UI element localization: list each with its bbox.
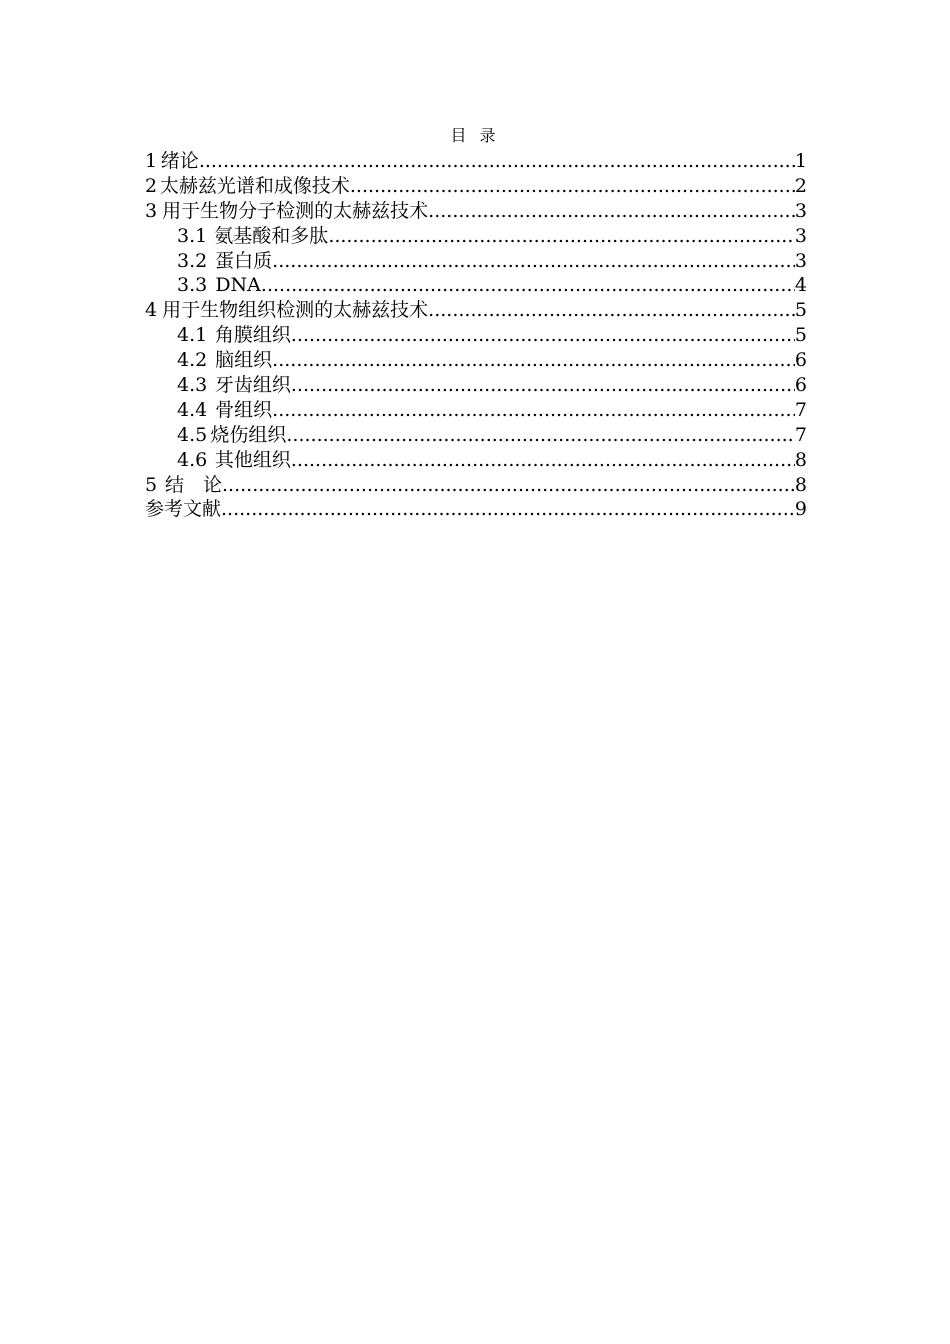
toc-entry-number: 3	[145, 199, 158, 222]
toc-entry-label: DNA	[215, 274, 261, 297]
toc-entry-page: 3	[794, 199, 807, 222]
toc-entry-1[interactable]	[145, 149, 807, 174]
toc-entry-page: 5	[794, 324, 807, 347]
toc-entry-4-6[interactable]	[145, 448, 807, 473]
toc-entry-label: 其他组织	[214, 448, 291, 471]
toc-entry-number: 4.6	[177, 448, 208, 471]
toc-entry-3-1[interactable]	[145, 224, 807, 249]
toc-entry-4-4[interactable]	[145, 398, 807, 423]
toc-entry-4-5[interactable]	[145, 423, 807, 448]
toc-entry-number: 5	[145, 473, 158, 496]
toc-entry-page: 1	[794, 150, 807, 172]
toc-entry-4[interactable]	[145, 298, 807, 323]
toc-entry-label: 绪论	[160, 150, 199, 172]
toc-entry-page: 5	[794, 299, 807, 322]
toc-dot-leader	[286, 423, 795, 448]
toc-entry-4-3[interactable]	[145, 373, 807, 398]
toc-entry-references[interactable]	[145, 497, 807, 522]
toc-entry-label: 蛋白质	[215, 249, 273, 272]
toc-title: 目 录	[450, 126, 500, 145]
toc-dot-leader	[428, 199, 795, 224]
toc-entry-page: 8	[794, 448, 807, 471]
toc-entry-label: 结 论	[165, 473, 223, 496]
toc-dot-leader	[291, 323, 795, 348]
toc-dot-leader	[291, 373, 795, 398]
toc-entry-4-2[interactable]	[145, 348, 807, 373]
toc-dot-leader	[272, 398, 795, 423]
toc-entry-number: 3.2	[177, 249, 208, 272]
toc-entry-page: 7	[794, 398, 807, 421]
toc-entry-label: 烧伤组织	[210, 423, 287, 446]
toc-entry-number: 4.4	[177, 398, 208, 421]
toc-entry-number: 3.1	[177, 224, 208, 247]
toc-entry-number: 4	[145, 299, 158, 322]
toc-entry-page: 8	[794, 473, 807, 496]
toc-entry-page: 6	[794, 374, 807, 397]
toc-dot-leader	[291, 448, 795, 473]
toc-entry-3-3[interactable]	[145, 273, 807, 298]
toc-entry-page: 7	[794, 423, 807, 446]
toc-entry-page: 4	[794, 274, 807, 297]
toc-dot-leader	[272, 348, 795, 373]
table-of-contents	[145, 149, 807, 522]
toc-entry-label: 脑组织	[215, 349, 273, 372]
toc-entry-number: 3.3	[177, 274, 208, 297]
toc-dot-leader	[428, 298, 795, 323]
toc-entry-label: 氨基酸和多肽	[214, 224, 329, 247]
toc-entry-5[interactable]	[145, 473, 807, 498]
toc-dot-leader	[272, 249, 795, 274]
toc-entry-4-1[interactable]	[145, 323, 807, 348]
toc-entry-number: 4.5	[177, 423, 208, 446]
toc-entry-number: 2	[145, 174, 158, 197]
toc-dot-leader	[221, 497, 795, 522]
toc-entry-page: 3	[794, 224, 807, 247]
toc-entry-page: 2	[794, 174, 807, 197]
toc-dot-leader	[350, 174, 795, 199]
toc-entry-label: 角膜组织	[214, 324, 291, 347]
toc-entry-label: 参考文献	[145, 498, 222, 521]
toc-entry-label: 牙齿组织	[214, 374, 291, 397]
toc-entry-number: 4.1	[177, 324, 208, 347]
toc-entry-3-2[interactable]	[145, 249, 807, 274]
toc-entry-number: 1	[145, 150, 158, 172]
toc-entry-2[interactable]	[145, 174, 807, 199]
toc-dot-leader	[261, 273, 795, 298]
toc-entry-page: 3	[794, 249, 807, 272]
toc-dot-leader	[199, 149, 795, 174]
toc-entry-label: 用于生物组织检测的太赫兹技术	[162, 299, 429, 322]
toc-entry-page: 6	[794, 349, 807, 372]
toc-entry-number: 4.3	[177, 374, 208, 397]
toc-dot-leader	[328, 224, 795, 249]
toc-entry-number: 4.2	[177, 349, 208, 372]
toc-entry-3[interactable]	[145, 199, 807, 224]
toc-dot-leader	[222, 473, 795, 498]
toc-entry-label: 用于生物分子检测的太赫兹技术	[162, 199, 429, 222]
toc-entry-page: 9	[794, 498, 807, 521]
toc-entry-label: 骨组织	[215, 398, 273, 421]
toc-entry-label: 太赫兹光谱和成像技术	[159, 174, 350, 197]
